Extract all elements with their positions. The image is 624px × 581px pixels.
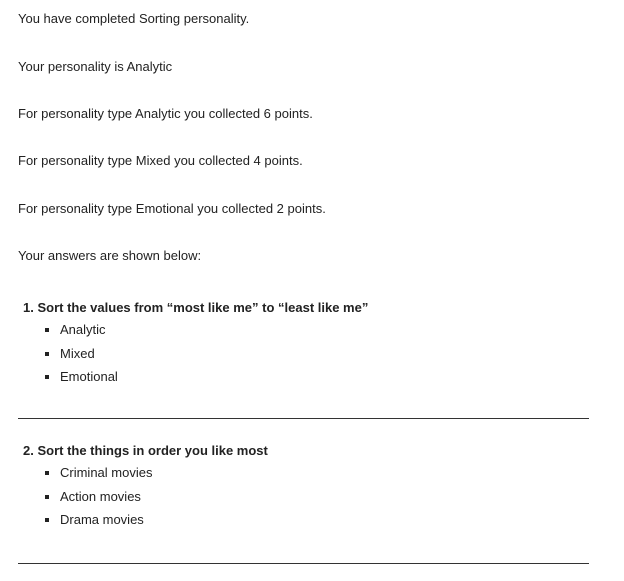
- bullet-icon: [45, 495, 49, 499]
- personality-result: Your personality is Analytic: [18, 59, 173, 74]
- question-1: [23, 299, 593, 392]
- list-item: [23, 511, 593, 535]
- answer-list: [23, 321, 593, 392]
- bullet-icon: [45, 375, 49, 379]
- bullet-icon: [45, 352, 49, 356]
- list-item: [23, 321, 593, 345]
- question-2: [23, 442, 593, 535]
- list-item: [23, 464, 593, 488]
- answer-text: Criminal movies: [60, 465, 153, 480]
- points-mixed: For personality type Mixed you collected 4 points.: [18, 153, 303, 168]
- divider: [18, 563, 589, 564]
- answer-text: Analytic: [60, 322, 106, 337]
- points-analytic: For personality type Analytic you collected 6 points.: [18, 106, 313, 121]
- answer-list: [23, 464, 593, 535]
- question-title: 1. Sort the values from “most like me” to “least like me”: [23, 300, 369, 315]
- completion-message: You have completed Sorting personality.: [18, 11, 250, 26]
- divider: [18, 418, 589, 419]
- list-item: [23, 368, 593, 392]
- bullet-icon: [45, 328, 49, 332]
- points-emotional: For personality type Emotional you collected 2 points.: [18, 201, 326, 216]
- list-item: [23, 488, 593, 512]
- answer-text: Action movies: [60, 488, 141, 504]
- answer-text: Drama movies: [60, 512, 144, 527]
- bullet-icon: [45, 518, 49, 522]
- bullet-icon: [45, 471, 49, 475]
- list-item: [23, 345, 593, 369]
- answer-text: Mixed: [60, 345, 95, 361]
- answers-intro: Your answers are shown below:: [18, 248, 202, 263]
- answer-text: Emotional: [60, 369, 118, 384]
- question-title: 2. Sort the things in order you like most: [23, 443, 268, 458]
